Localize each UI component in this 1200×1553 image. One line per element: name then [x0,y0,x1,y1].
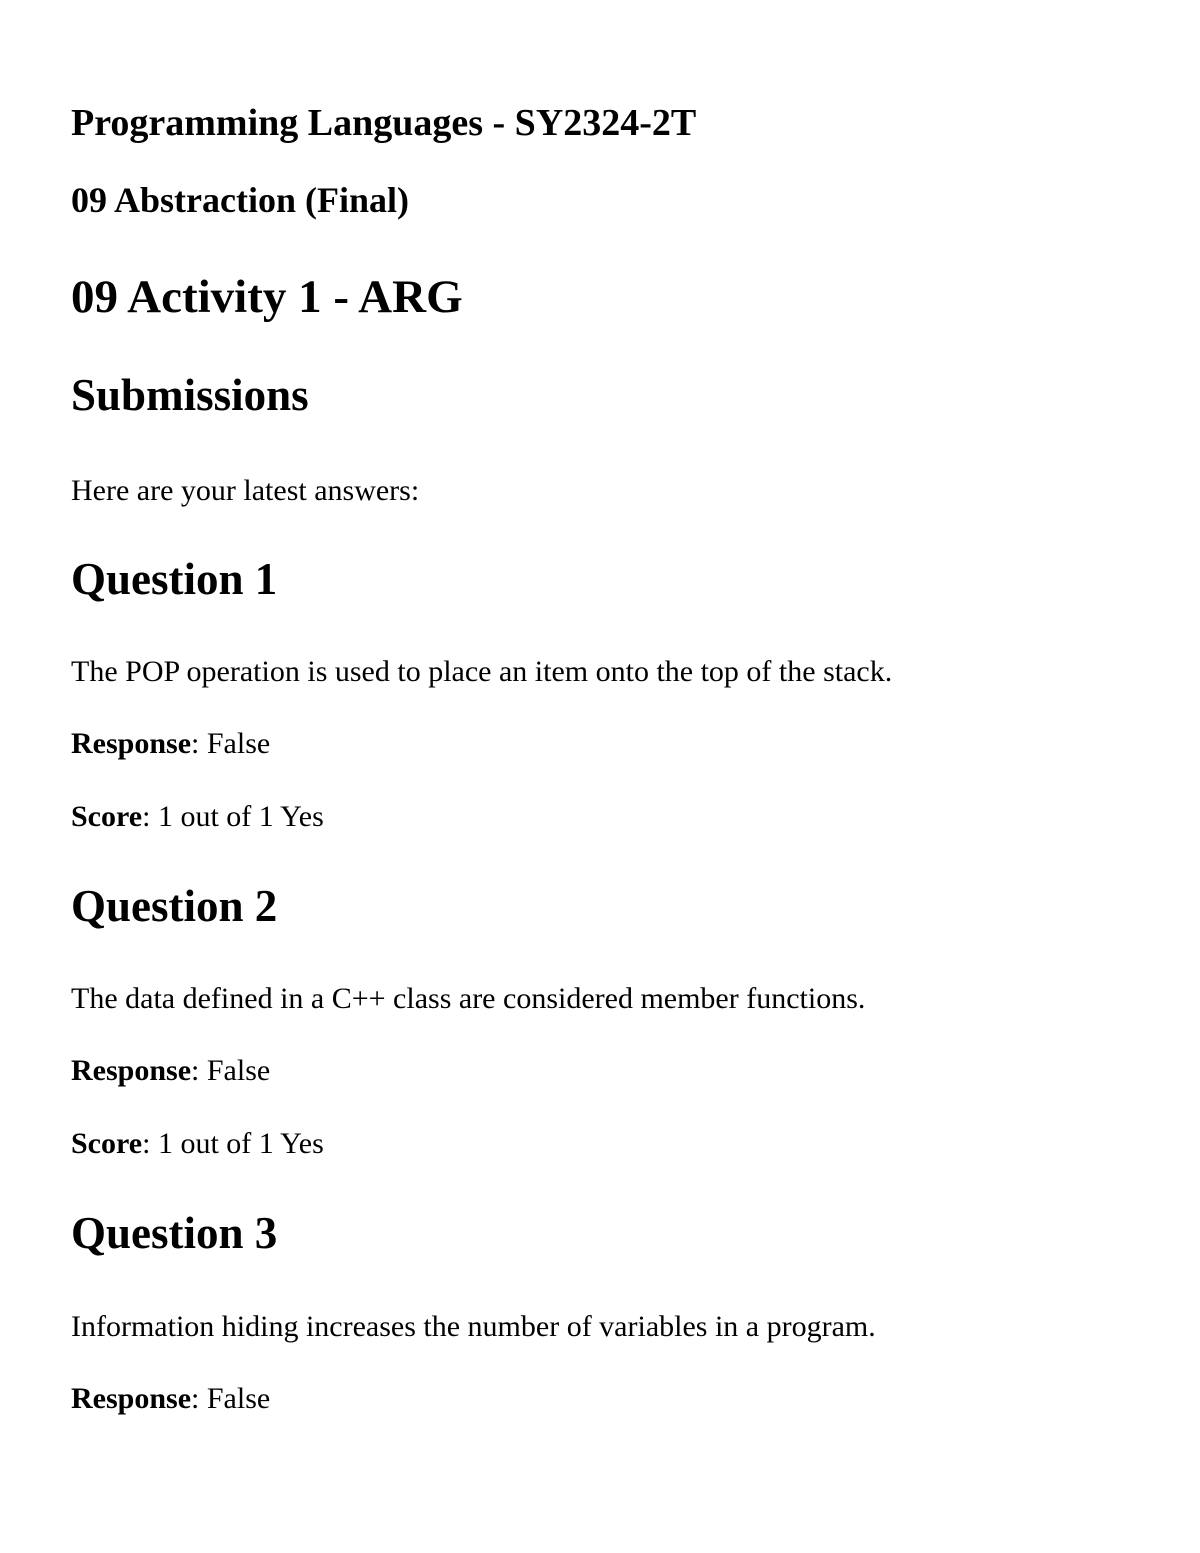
response-label: Response [71,727,192,760]
score-label: Score [71,800,143,833]
score-value: 1 out of 1 Yes [157,1127,324,1160]
label-separator: : [191,1054,207,1087]
question-1-response [71,727,270,762]
response-value: False [206,727,271,760]
intro-text: Here are your latest answers: [71,474,420,507]
question-3-response [71,1382,270,1417]
question-2-title: Question 2 [71,881,278,931]
response-label: Response [71,1054,192,1087]
score-value: 1 out of 1 Yes [157,800,324,833]
question-2-response [71,1054,270,1089]
question-1-score [71,800,324,835]
response-value: False [206,1382,271,1415]
course-title: Programming Languages - SY2324-2T [71,102,697,144]
label-separator: : [142,1127,158,1160]
response-label: Response [71,1382,192,1415]
section-heading: Submissions [71,370,309,420]
question-1-text: The POP operation is used to place an item onto the top of the stack. [71,655,893,688]
activity-title: 09 Activity 1 - ARG [71,271,463,323]
label-separator: : [142,800,158,833]
response-value: False [206,1054,271,1087]
module-title: 09 Abstraction (Final) [71,180,409,220]
question-1-title: Question 1 [71,554,278,604]
question-2-text: The data defined in a C++ class are considered member functions. [71,982,866,1015]
question-2-score [71,1127,324,1162]
question-3-title: Question 3 [71,1208,278,1258]
question-3-text: Information hiding increases the number of variables in a program. [71,1310,876,1343]
score-label: Score [71,1127,143,1160]
label-separator: : [191,1382,207,1415]
label-separator: : [191,727,207,760]
